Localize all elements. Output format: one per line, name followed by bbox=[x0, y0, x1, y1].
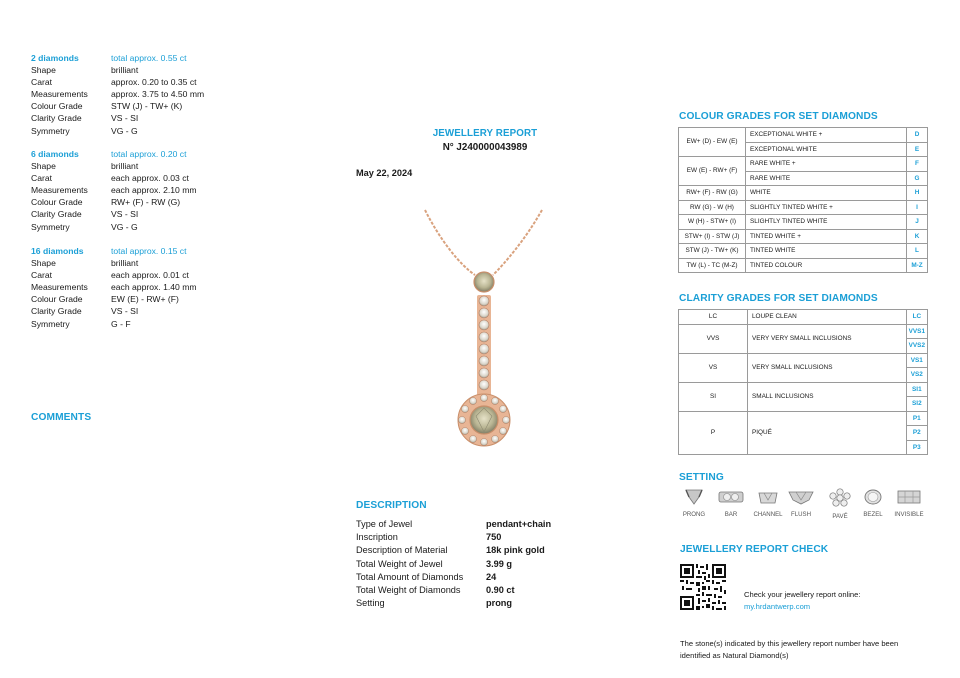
field-value: G - F bbox=[111, 318, 131, 329]
clarity-desc: SMALL INCLUSIONS bbox=[748, 382, 907, 411]
field-value: each approx. 1.40 mm bbox=[111, 282, 197, 293]
colour-desc: TINTED WHITE bbox=[746, 244, 907, 259]
colour-desc: SLIGHTLY TINTED WHITE + bbox=[746, 200, 907, 215]
group-total: total approx. 0.15 ct bbox=[111, 246, 187, 256]
colour-letter: H bbox=[907, 186, 928, 201]
clarity-grade: P3 bbox=[906, 440, 927, 455]
clarity-grade: P1 bbox=[906, 411, 927, 426]
field-label: Symmetry bbox=[31, 125, 70, 136]
setting-label: INVISIBLE bbox=[894, 511, 924, 518]
qr-code-icon[interactable] bbox=[680, 564, 726, 610]
field-value: VS - SI bbox=[111, 209, 139, 220]
colour-letter: K bbox=[907, 229, 928, 244]
field-label: Clarity Grade bbox=[31, 209, 82, 220]
pave-setting-icon bbox=[827, 488, 853, 508]
field-label: Type of Jewel bbox=[356, 519, 413, 529]
colour-desc: SLIGHTLY TINTED WHITE bbox=[746, 215, 907, 230]
field-value: pendant+chain bbox=[486, 519, 552, 529]
field-value: 24 bbox=[486, 571, 497, 582]
colour-range: W (H) - STW+ (I) bbox=[679, 215, 746, 230]
clarity-desc: VERY VERY SMALL INCLUSIONS bbox=[748, 324, 907, 353]
flush-setting-icon bbox=[788, 488, 814, 506]
setting-label: PRONG bbox=[682, 511, 706, 518]
colour-desc: TINTED WHITE + bbox=[746, 229, 907, 244]
field-label: Description of Material bbox=[356, 545, 448, 556]
field-label: Inscription bbox=[356, 532, 398, 543]
clarity-grade: SI2 bbox=[906, 397, 927, 412]
field-label: Colour Grade bbox=[31, 101, 83, 112]
clarity-code: VVS bbox=[679, 324, 748, 353]
check-url-link[interactable]: my.hrdantwerp.com bbox=[744, 602, 811, 611]
field-value: 750 bbox=[486, 532, 502, 543]
setting-label: FLUSH bbox=[791, 511, 811, 518]
natural-diamond-note bbox=[680, 638, 898, 662]
pendant-image bbox=[415, 205, 550, 460]
field-value: STW (J) - TW+ (K) bbox=[111, 101, 183, 112]
comments-title: COMMENTS bbox=[31, 412, 92, 423]
colour-letter: J bbox=[907, 215, 928, 230]
field-label: Clarity Grade bbox=[31, 113, 82, 124]
field-value: approx. 0.20 to 0.35 ct bbox=[111, 77, 197, 88]
field-label: Symmetry bbox=[31, 318, 70, 329]
field-label: Carat bbox=[31, 173, 53, 184]
group-count: 6 diamonds bbox=[31, 149, 79, 159]
field-value: each approx. 0.03 ct bbox=[111, 173, 189, 184]
clarity-grade: VVS2 bbox=[906, 339, 927, 354]
colour-desc: TINTED COLOUR bbox=[746, 258, 907, 273]
field-value: VG - G bbox=[111, 125, 138, 136]
colour-letter: E bbox=[907, 142, 928, 157]
clarity-grade: LC bbox=[906, 310, 927, 325]
field-value: each approx. 2.10 mm bbox=[111, 185, 197, 196]
field-label: Total Weight of Jewel bbox=[356, 558, 443, 569]
colour-range: RW (G) - W (H) bbox=[679, 200, 746, 215]
clarity-grade: VVS1 bbox=[906, 324, 927, 339]
field-label: Colour Grade bbox=[31, 197, 83, 208]
diamond-group-2 bbox=[31, 148, 331, 233]
colour-range: STW (J) - TW+ (K) bbox=[679, 244, 746, 259]
clarity-code: P bbox=[679, 411, 748, 455]
colour-range: TW (L) - TC (M-Z) bbox=[679, 258, 746, 273]
clarity-desc: VERY SMALL INCLUSIONS bbox=[748, 353, 907, 382]
field-value: 3.99 g bbox=[486, 558, 513, 569]
report-header bbox=[400, 128, 570, 153]
field-value: 18k pink gold bbox=[486, 545, 545, 556]
group-total: total approx. 0.20 ct bbox=[111, 149, 187, 159]
setting-label: BEZEL bbox=[863, 511, 883, 518]
field-value: prong bbox=[486, 598, 513, 609]
field-label: Colour Grade bbox=[31, 294, 83, 305]
field-label: Symmetry bbox=[31, 221, 70, 232]
field-value: VS - SI bbox=[111, 113, 139, 124]
prong-setting-icon bbox=[683, 488, 705, 506]
field-label: Measurements bbox=[31, 89, 88, 100]
colour-desc: RARE WHITE + bbox=[746, 157, 907, 172]
field-label: Clarity Grade bbox=[31, 306, 82, 317]
field-value: brilliant bbox=[111, 161, 139, 172]
clarity-grade: SI1 bbox=[906, 382, 927, 397]
colour-grades-title: COLOUR GRADES FOR SET DIAMONDS bbox=[679, 111, 878, 122]
clarity-desc: PIQUÉ bbox=[748, 411, 907, 455]
colour-range: EW+ (D) - EW (E) bbox=[679, 128, 746, 157]
field-label: Measurements bbox=[31, 282, 88, 293]
report-number: N° J240000043989 bbox=[442, 142, 528, 153]
clarity-code: LC bbox=[679, 310, 748, 325]
colour-range: STW+ (I) - STW (J) bbox=[679, 229, 746, 244]
bezel-setting-icon bbox=[862, 488, 884, 506]
field-value: brilliant bbox=[111, 258, 139, 269]
channel-setting-icon bbox=[757, 488, 779, 506]
colour-desc: RARE WHITE bbox=[746, 171, 907, 186]
field-label: Carat bbox=[31, 77, 53, 88]
field-value: VG - G bbox=[111, 221, 138, 232]
clarity-grade: VS2 bbox=[906, 368, 927, 383]
clarity-grade: VS1 bbox=[906, 353, 927, 368]
colour-letter: I bbox=[907, 200, 928, 215]
setting-bar bbox=[711, 488, 751, 518]
colour-desc: WHITE bbox=[746, 186, 907, 201]
field-label: Measurements bbox=[31, 185, 88, 196]
description-title: DESCRIPTION bbox=[356, 500, 427, 511]
description-table bbox=[356, 518, 551, 610]
field-label: Setting bbox=[356, 598, 385, 609]
check-online-text: Check your jewellery report online: bbox=[744, 590, 861, 599]
setting-invisible bbox=[889, 488, 929, 518]
clarity-grade: P2 bbox=[906, 426, 927, 441]
group-total: total approx. 0.55 ct bbox=[111, 53, 187, 63]
colour-letter: F bbox=[907, 157, 928, 172]
report-check-title: JEWELLERY REPORT CHECK bbox=[680, 544, 829, 555]
invisible-setting-icon bbox=[896, 488, 922, 506]
note-line: The stone(s) indicated by this jewellery report number have been bbox=[680, 639, 899, 648]
colour-desc: EXCEPTIONAL WHITE bbox=[746, 142, 907, 157]
field-value: VS - SI bbox=[111, 306, 139, 317]
field-value: brilliant bbox=[111, 65, 139, 76]
clarity-grades-title: CLARITY GRADES FOR SET DIAMONDS bbox=[679, 293, 878, 304]
diamond-group-3 bbox=[31, 245, 331, 330]
field-value: RW+ (F) - RW (G) bbox=[111, 197, 181, 208]
colour-letter: M-Z bbox=[907, 258, 928, 273]
setting-bezel bbox=[853, 488, 893, 518]
colour-range: EW (E) - RW+ (F) bbox=[679, 157, 746, 186]
field-label: Total Weight of Diamonds bbox=[356, 584, 461, 595]
field-label: Shape bbox=[31, 65, 56, 76]
colour-grades-table bbox=[678, 127, 928, 273]
report-date: May 22, 2024 bbox=[356, 168, 413, 178]
clarity-code: SI bbox=[679, 382, 748, 411]
field-label: Shape bbox=[31, 161, 56, 172]
setting-flush bbox=[781, 488, 821, 518]
colour-letter: D bbox=[907, 128, 928, 143]
field-value: 0.90 ct bbox=[486, 584, 515, 595]
report-title: JEWELLERY REPORT bbox=[432, 128, 538, 139]
colour-range: RW+ (F) - RW (G) bbox=[679, 186, 746, 201]
bar-setting-icon bbox=[718, 488, 744, 506]
colour-letter: G bbox=[907, 171, 928, 186]
setting-label: BAR bbox=[724, 511, 738, 518]
setting-title: SETTING bbox=[679, 472, 724, 483]
colour-desc: EXCEPTIONAL WHITE + bbox=[746, 128, 907, 143]
clarity-desc: LOUPE CLEAN bbox=[748, 310, 907, 325]
field-label: Carat bbox=[31, 270, 53, 281]
field-value: approx. 3.75 to 4.50 mm bbox=[111, 89, 205, 100]
setting-label: PAVÉ bbox=[832, 513, 848, 520]
clarity-grades-table bbox=[678, 309, 928, 455]
field-label: Shape bbox=[31, 258, 56, 269]
diamond-group-1 bbox=[31, 52, 331, 137]
group-count: 16 diamonds bbox=[31, 246, 84, 256]
clarity-code: VS bbox=[679, 353, 748, 382]
colour-letter: L bbox=[907, 244, 928, 259]
field-value: each approx. 0.01 ct bbox=[111, 270, 189, 281]
group-count: 2 diamonds bbox=[31, 53, 79, 63]
setting-prong bbox=[674, 488, 714, 518]
field-label: Total Amount of Diamonds bbox=[356, 571, 464, 582]
note-line: identified as Natural Diamond(s) bbox=[680, 651, 789, 660]
field-value: EW (E) - RW+ (F) bbox=[111, 294, 179, 305]
setting-label: CHANNEL bbox=[753, 511, 783, 518]
